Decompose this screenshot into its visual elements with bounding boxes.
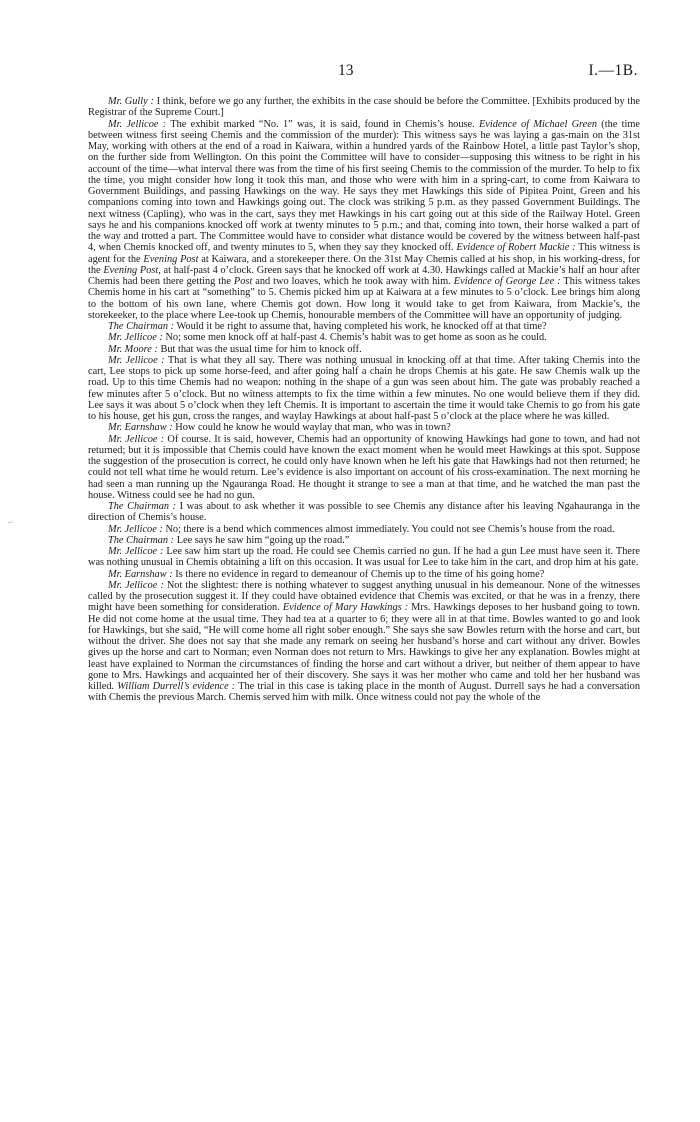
speaker-name: Mr. Moore : (108, 343, 158, 355)
paragraph (88, 535, 640, 546)
paragraph-text: This witness is agent for the (88, 242, 640, 265)
paragraph-text: at Kaiwara, and a storekeeper there. On the 31st May Chemis called at his shop, in his working-dress, for the (88, 253, 640, 276)
paragraph-text: This witness takes Chemis home in his cart at “something” to 5. Chemis picked him up at Kaiwara at a few minutes to 5 o’clock. Lee brings him along to the bottom of his own lane, where Chemis got down. How long it would take to get from Kaiwara, from Mackie’s, the storekeeker, to the place where Lee-took up Chemis, honourable members of the Committee will have an opportunity of judging. (88, 276, 641, 321)
speaker-name: The Chairman : (108, 501, 177, 512)
italic-heading: Evidence of Michael Green (478, 118, 598, 130)
margin-mark: -· (8, 518, 14, 527)
paragraph-text: But that was the usual time for him to knock off. (160, 343, 362, 355)
paragraph (88, 501, 640, 524)
paragraph (88, 434, 640, 502)
paragraph-text: at half-past 4 o’clock. Green says that he knocked off work at 4.30. Hawkings called at Mackie’s half an hour after Chemis had been there getting the (88, 264, 640, 287)
italic-heading: Evening Post, (103, 264, 161, 276)
paragraph-text: Of course. It is said, however, Chemis had an opportunity of knowing Hawkings had gone to town, and had not returned; but it is impossible that Chemis could have known the exact moment when he would meet Hawkings at this spot. Suppose the suggestion of the prosecution is correct, he could only have known when he left his gate that Hawkings had not then returned; he could not tell what time he would return. Lee’s evidence is also important on account of his cross-examination. The next morning he had seen a man running up the Ngauranga Road. He thought it strange to see a man at that time, and he watched the man past the house. Witness could see he had no gun. (88, 433, 640, 501)
paragraph (88, 119, 640, 322)
speaker-name: Mr. Earnshaw : (108, 422, 173, 434)
speaker-name: Mr. Earnshaw : (108, 568, 173, 580)
paragraph-text: How could he know he would waylay that man, who was in town? (175, 422, 451, 434)
paragraph (88, 321, 640, 332)
paragraph (88, 546, 640, 569)
italic-heading: Evidence of George Lee : (453, 276, 561, 287)
speaker-name: Mr. Jellicoe : (108, 118, 167, 130)
paragraph-text: Is there no evidence in regard to demeanour of Chemis up to the time of his going home? (175, 568, 545, 580)
speaker-name: Mr. Jellicoe : (108, 433, 165, 445)
speaker-name: The Chairman : (108, 321, 175, 332)
paragraph-text: (the time between witness first seeing Chemis and the commission of the murder): This witness says he was laying a gas-main on the 31st May, working with others at the end of a road in Kaiwara, within a hundred yards of the Rainbow Hotel, a little past Taylor’s shop, on the further side from Wellington. On this point the Committee will have to consider—supposing this witness to be right in his account of the time—what interval there was from the time of his first seeing Chemis to the commission of the murder. To help to fix the time, you might consider how long it took this man, and those who were with him in a spring-cart, to come from Kaiwara to Government Buildings, and passing Hawkings on the way. He says they met Hawkings this side of Pipitea Point, Green and his companions coming into town and Hawkings going out. The clock was striking 5 p.m. as they passed Government Buildings. The next witness (Capling), who was in the cart, says they met Hawkings in his cart going out at this side of the Railway Hotel. Green says he and his companions knocked off work at twenty minutes to 5 p.m.; and that, coming into town, their horse walked a part of the way and trotted a part. The Committee would have to consider what distance would be covered by the witness between half-past 4, when Chemis knocked off, and twenty minutes to 5, when they say they knocked off. (88, 118, 641, 254)
speaker-name: Mr. Jellicoe : (108, 332, 163, 344)
paragraph (88, 524, 640, 535)
paragraph-text: Lee says he saw him “going up the road.” (176, 534, 350, 546)
paragraph (88, 422, 640, 433)
paragraph-text: That is what they all say. There was nothing unusual in knocking off at that time. After taking Chemis into the cart, Lee stops to pick up some horse-feed, and after going half a chain he drops Chemis at his gate. He saw Chemis walk up the road. Up to this time Chemis had no weapon: nothing in the shape of a gun was seen about him. The gate was probably reached a few minutes after 5 o’clock. But no witness attempts to fix the time within a few minutes. No one would believe them if they did. Lee says it was about 5 o’clock when they left Chemis. It is important to ascertain the time it would take Chemis to go from his gate to his house, get his gun, cross the ranges, and waylay Hawkings at about half-past 5 o’clock at the place where he was killed. (88, 354, 641, 422)
paragraph-text: Lee saw him start up the road. He could see Chemis carried no gun. If he had a gun Lee must have seen it. There was nothing unusual in Chemis obtaining a lift on this occasion. It was usual for Lee to take him in the cart, and drop him at his gate. (88, 546, 641, 569)
italic-heading: Post (233, 276, 253, 287)
paragraph-text: Not the slightest: there is nothing whatever to suggest anything unusual in his demeanour. None of the witnesses called by the prosecution suggest it. If they could have obtained evidence that Chemis was excited, or that he was in a frenzy, there might have been something for consideration. (88, 579, 640, 614)
italic-heading: Evidence of Robert Mackie : (456, 242, 576, 254)
paragraph (88, 355, 640, 423)
italic-heading: Evening Post (143, 253, 199, 265)
paragraph-text: No; some men knock off at half-past 4. Chemis’s habit was to get home as soon as he could. (165, 332, 547, 344)
paragraph-text: No; there is a bend which commences almost immediately. You could not see Chemis’s house from the road. (165, 523, 615, 535)
speaker-name: Mr. Jellicoe : (108, 579, 164, 591)
speaker-name: The Chairman : (108, 534, 175, 546)
paragraph (88, 96, 640, 119)
paragraph-text: Would it be right to assume that, having completed his work, he knocked off at that time? (176, 321, 547, 332)
speaker-name: Mr. Gully : (108, 96, 154, 107)
page-header (0, 62, 700, 82)
paragraph-text: I think, before we go any further, the exhibits in the case should be before the Committee. [Exhibits produced by the Registrar of the Supreme Court.] (88, 96, 640, 119)
paragraph (88, 569, 640, 580)
italic-heading: William Durrell’s evidence : (117, 681, 236, 692)
paragraph-text: The exhibit marked “No. 1” was, it is said, found in Chemis’s house. (170, 118, 479, 130)
speaker-name: Mr. Jellicoe : (108, 354, 165, 366)
paragraph (88, 344, 640, 355)
paragraph-text: and two loaves, which he took away with him. (252, 276, 454, 287)
section-code: I.—1B. (588, 62, 638, 79)
speaker-name: Mr. Jellicoe : (108, 546, 164, 557)
paragraph (88, 580, 640, 704)
italic-heading: Evidence of Mary Hawkings : (282, 602, 409, 614)
paragraph-text: The trial in this case is taking place in the month of August. Durrell says he had a conversation with Chemis the previous March. Chemis served him with milk. Once witness could not pay the whole of the (88, 681, 641, 704)
paragraph-text: I was about to ask whether it was possible to see Chemis any distance after his leaving Ngahauranga in the direction of Chemis’s house. (88, 501, 640, 524)
page-number: 13 (338, 62, 354, 79)
paragraph-text: Mrs. Hawkings deposes to her husband going to town. He did not come home at the usual time. They had tea at a quarter to 6; they were all in at that time. Bowles wanted to go and look for Hawkings, but she said, “He will come home all right sober enough.” She says she saw Bowles return with the horse and cart, but without the driver. She does not say that she made any remark on seeing her husband’s horse and cart without any driver. Bowles gives up the horse and cart to Norman; even Norman does not return to Mrs. Hawkings to give her any explanation. Bowles might at least have explained to Norman the circumstances of finding the horse and cart without a driver, but neither of them appear to have gone to Mrs. Hawkings and acquainted her of their discovery. She says it was her mother who came and told her her husband was killed. (88, 602, 640, 692)
document-body (88, 96, 640, 704)
paragraph (88, 332, 640, 343)
speaker-name: Mr. Jellicoe : (108, 523, 163, 535)
